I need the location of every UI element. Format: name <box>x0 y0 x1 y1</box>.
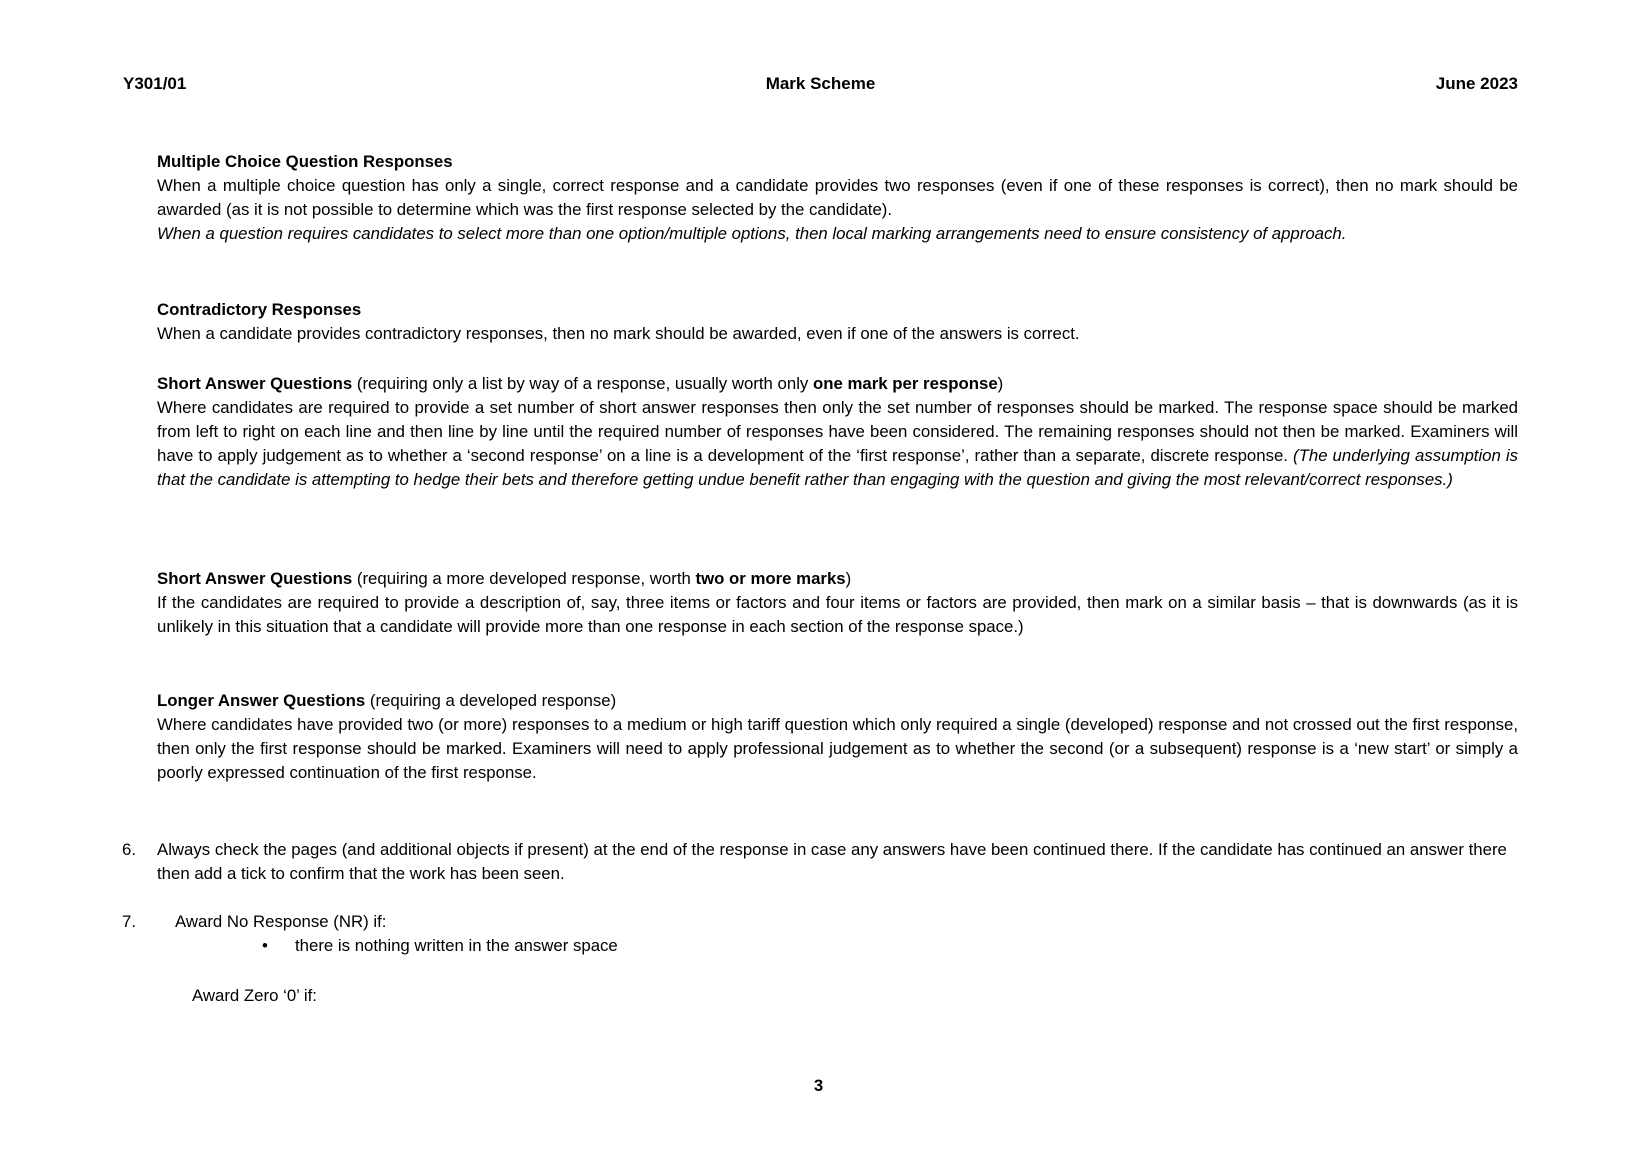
paragraph: When a candidate provides contradictory responses, then no mark should be awarded, even if one of the answers is correct. <box>157 324 1080 343</box>
bullet-text: there is nothing written in the answer space <box>295 936 618 955</box>
section-heading: Multiple Choice Question Responses <box>157 152 453 171</box>
award-zero-line: Award Zero ‘0’ if: <box>192 986 317 1005</box>
section-short-answer-list <box>157 372 1518 492</box>
paragraph: Where candidates are required to provide a set number of short answer responses then only the set number of responses should be marked. The response space should be marked from left to right on each line and then line by line until the required number of responses have been considered. The remaining responses should not then be marked. Examiners will have to apply judgement as to whether a ‘second response’ on a line is a development of the ‘first response’, rather than a separate, discrete response. (The underlying assumption is that the candidate is attempting to hedge their bets and therefore getting undue benefit rather than engaging with the question and giving the most relevant/correct responses.) <box>157 398 1518 489</box>
paragraph: If the candidates are required to provide a description of, say, three items or factors and four items or factors are provided, then mark on a similar basis – that is downwards (as it is unlikely in this situation that a candidate will provide more than one response in each section of the response space.) <box>157 593 1518 636</box>
list-item-6 <box>122 838 1518 886</box>
section-longer-answer <box>157 689 1518 785</box>
bullet-row <box>122 934 1518 958</box>
document-title: Mark Scheme <box>765 74 876 93</box>
document-date: June 2023 <box>1435 74 1518 93</box>
section-heading: Contradictory Responses <box>157 300 362 319</box>
item-text: Always check the pages (and additional objects if present) at the end of the response in case any answers have been continued there. If the candidate has continued an answer there then add a tick to confirm that the work has been seen. <box>157 840 1507 883</box>
section-contradictory <box>157 298 1518 346</box>
item-number: 7. <box>122 912 136 931</box>
item-text: Award No Response (NR) if: <box>175 912 387 931</box>
section-heading: Longer Answer Questions (requiring a developed response) <box>157 691 617 710</box>
document-code: Y301/01 <box>123 74 187 93</box>
section-short-answer-developed <box>157 567 1518 639</box>
section-multiple-choice <box>157 150 1518 246</box>
paragraph: Where candidates have provided two (or more) responses to a medium or high tariff question which only required a single (developed) response and not crossed out the first response, then only the first response should be marked. Examiners will need to apply professional judgement as to whether the second (or a subsequent) response is a ‘new start’ or simply a poorly expressed continuation of the first response. <box>157 715 1518 782</box>
bullet-icon: • <box>262 936 268 955</box>
paragraph-italic: When a question requires candidates to select more than one option/multiple options, then local marking arrangements need to ensure consistency of approach. <box>157 224 1347 243</box>
section-heading: Short Answer Questions (requiring a more developed response, worth two or more marks) <box>157 569 852 588</box>
page-header <box>123 72 1518 96</box>
section-heading: Short Answer Questions (requiring only a list by way of a response, usually worth only one mark per response) <box>157 374 1004 393</box>
paragraph: When a multiple choice question has only a single, correct response and a candidate provides two responses (even if one of these responses is correct), then no mark should be awarded (as it is not possible to determine which was the first response selected by the candidate). <box>157 176 1518 219</box>
page-number: 3 <box>813 1076 824 1095</box>
list-item-7 <box>122 910 1518 958</box>
item-number: 6. <box>122 840 136 859</box>
